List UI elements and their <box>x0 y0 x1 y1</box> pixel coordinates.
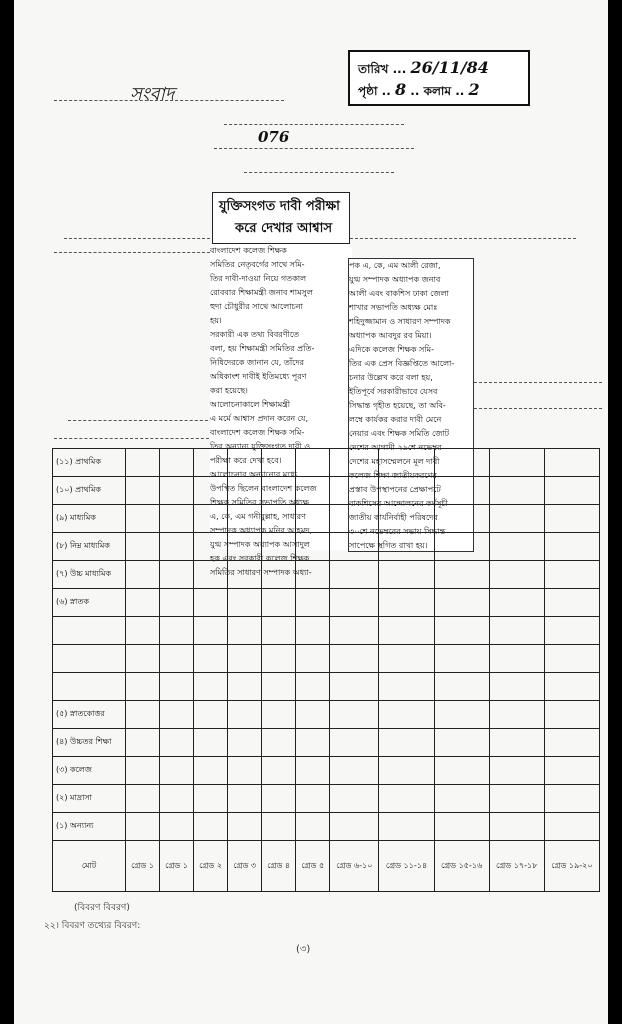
clipping-line: কলেজ শিক্ষা জাতীয়করণের <box>349 471 437 480</box>
table-cell <box>228 757 262 785</box>
footer-grade-cell: গ্রেড ৫ <box>296 841 330 892</box>
table-cell <box>126 729 160 757</box>
table-cell <box>544 589 599 617</box>
clipping-line: অধিকাংশ দাবীই ইতিমধ্যে পূরণ <box>210 372 307 381</box>
footer-total-label: মোট <box>53 841 126 892</box>
table-cell <box>262 757 296 785</box>
clipping-line: ৩০শে নভেম্বরের সভায় সিদ্ধান্ত <box>349 527 446 536</box>
table-cell <box>228 533 262 561</box>
stamp-column-label: কলাম <box>423 84 452 98</box>
table-cell <box>296 617 330 645</box>
table-cell <box>330 533 379 561</box>
table-cell <box>228 645 262 673</box>
clipping-line: সমিতির সাধারণ সম্পাদক অধ্যা- <box>210 568 312 577</box>
row-label: (৩) কলেজ <box>53 757 126 785</box>
row-label <box>53 645 126 673</box>
table-cell <box>126 505 160 533</box>
footer-grade-cell: গ্রেড ১৯-২০ <box>544 841 599 892</box>
table-cell <box>262 645 296 673</box>
table-cell <box>330 505 379 533</box>
table-cell <box>126 785 160 813</box>
table-cell <box>330 785 379 813</box>
table-cell <box>228 813 262 841</box>
footer-note-2: ২২। বিবরণ তথ্যের বিবরণ: <box>44 921 141 931</box>
table-cell <box>330 813 379 841</box>
clipping-line: শহিদুজ্জামান ও সাধারণ সম্পাদক <box>349 317 451 326</box>
table-cell <box>194 533 228 561</box>
clipping-line: রোববার শিক্ষামন্ত্রী জনাব শামসুল <box>210 288 313 297</box>
table-cell <box>434 757 489 785</box>
table-cell <box>296 561 330 589</box>
table-cell <box>379 617 434 645</box>
table-cell <box>434 729 489 757</box>
table-cell <box>126 449 160 477</box>
table-cell <box>434 589 489 617</box>
clipping-line: সম্পাদক অধ্যাপক মনির আহমদ, <box>210 526 313 535</box>
clipping-line: লম্বে কার্যকর করার দাবী মেনে <box>349 415 442 424</box>
table-cell <box>296 673 330 701</box>
footer-grade-cell: গ্রেড ১ <box>160 841 194 892</box>
clipping-line: পরীক্ষা করে দেখা হবে। <box>210 456 282 465</box>
footer-grade-cell: গ্রেড ১৭-১৮ <box>489 841 544 892</box>
page-number: (৩) <box>296 944 311 955</box>
table-cell <box>262 673 296 701</box>
date-stamp: তারিখ ... 26/11/84 পৃষ্ঠা .. 8 .. কলাম .. 2 <box>348 50 530 106</box>
clipping-line: করা হয়েছে। <box>210 386 248 395</box>
clipping-line: চনার উল্লেখ করে বলা হয়, <box>349 373 433 382</box>
table-cell <box>434 533 489 561</box>
table-cell <box>262 533 296 561</box>
table-cell <box>379 561 434 589</box>
clipping-line: পক এ, কে, এম আলী রেজা, <box>349 261 441 270</box>
clipping-line: শাখার সভাপতি অধ্যক্ষ মোঃ <box>349 303 438 312</box>
table-cell <box>379 589 434 617</box>
stamp-column-value: 2 <box>468 80 480 99</box>
stamp-date-label: তারিখ <box>358 62 389 76</box>
table-row <box>53 645 600 673</box>
clipping-line: অধ্যাপক আবদুর রব মিয়া। <box>349 331 432 340</box>
table-cell <box>228 561 262 589</box>
table-cell <box>160 673 194 701</box>
footer-grade-cell: গ্রেড ৪ <box>262 841 296 892</box>
table-cell <box>489 701 544 729</box>
table-cell <box>434 477 489 505</box>
page-mark-handwritten: 076 <box>258 128 290 146</box>
stamp-date-value: 26/11/84 <box>410 58 489 77</box>
table-cell <box>194 449 228 477</box>
table-row <box>53 617 600 645</box>
table-cell <box>489 729 544 757</box>
table-cell <box>228 673 262 701</box>
clipping-line: শিক্ষক সমিতির সভাপতি অধ্যক্ষ <box>210 498 309 507</box>
table-cell <box>160 701 194 729</box>
table-cell <box>544 673 599 701</box>
table-cell <box>228 617 262 645</box>
table-cell <box>434 617 489 645</box>
table-cell <box>330 701 379 729</box>
table-cell <box>160 813 194 841</box>
table-cell <box>228 701 262 729</box>
clipping-line: বাকশিসের আন্দোলনের কর্মসূচী <box>349 499 448 508</box>
clipping-line: আলোচনাকালে শিক্ষামন্ত্রী <box>210 400 290 409</box>
table-cell <box>296 729 330 757</box>
table-cell <box>379 533 434 561</box>
newspaper-name-handwritten: সংবাদ <box>130 84 175 105</box>
clipping-line: দেশের আগামী ২৯শে নভেম্বর <box>349 443 442 452</box>
table-cell <box>489 617 544 645</box>
table-cell <box>296 757 330 785</box>
table-cell <box>296 813 330 841</box>
faint-line <box>54 438 214 439</box>
clipping-line: উপস্থিত ছিলেন বাংলাদেশ কলেজ <box>210 484 317 493</box>
table-cell <box>434 645 489 673</box>
table-cell <box>434 505 489 533</box>
row-label: (১) অন্যান্য <box>53 813 126 841</box>
row-label: (৯) মাধ্যমিক <box>53 505 126 533</box>
footer-grade-cell: গ্রেড ১১-১৪ <box>379 841 434 892</box>
table-cell <box>544 561 599 589</box>
table-cell <box>126 477 160 505</box>
clipping-line: সমিতির নেতৃবর্গের সাথে সমি- <box>210 260 305 269</box>
table-cell <box>194 673 228 701</box>
table-cell <box>379 701 434 729</box>
table-cell <box>228 449 262 477</box>
clipping-line: যুগ্ম সম্পাদক অধ্যাপক আসাদুল <box>210 540 310 549</box>
table-cell <box>489 561 544 589</box>
table-cell <box>160 449 194 477</box>
footer-grade-cell: গ্রেড ১৫-১৬ <box>434 841 489 892</box>
table-row <box>53 505 600 533</box>
table-cell <box>296 533 330 561</box>
table-row <box>53 785 600 813</box>
table-cell <box>434 673 489 701</box>
clipping-line: বাংলাদেশ কলেজ শিক্ষক <box>210 246 287 255</box>
table-row <box>53 757 600 785</box>
clipping-line: সরকারী এক তথ্য বিবরণীতে <box>210 330 300 339</box>
table-cell <box>262 813 296 841</box>
clipping-line: জাতীয় কার্যনির্বাহী পরিষদের <box>349 513 438 522</box>
table-cell <box>126 561 160 589</box>
faint-line <box>54 100 284 101</box>
table-cell <box>194 645 228 673</box>
table-cell <box>262 449 296 477</box>
clipping-line: তির এক প্রেস বিজ্ঞপ্তিতে আলো- <box>349 359 455 368</box>
row-label: (৭) উচ্চ মাধ্যমিক <box>53 561 126 589</box>
table-cell <box>262 701 296 729</box>
clipping-line: সিদ্ধান্ত গৃহীত হয়েছে, তা অবি- <box>349 401 446 410</box>
clipping-line: হক এবং সরকারী কলেজ শিক্ষক <box>210 554 310 563</box>
table-cell <box>434 701 489 729</box>
table-cell <box>330 477 379 505</box>
table-row <box>53 701 600 729</box>
table-cell <box>126 813 160 841</box>
table-cell <box>489 813 544 841</box>
data-table <box>52 448 600 892</box>
footer-grade-cell: গ্রেড ১ <box>126 841 160 892</box>
table-cell <box>330 617 379 645</box>
table-cell <box>489 673 544 701</box>
stamp-page-value: 8 <box>394 80 407 99</box>
table-cell <box>379 645 434 673</box>
table-cell <box>379 757 434 785</box>
table-cell <box>126 533 160 561</box>
table-cell <box>228 505 262 533</box>
table-cell <box>330 449 379 477</box>
table-cell <box>296 645 330 673</box>
table-cell <box>330 757 379 785</box>
clipping-line: আলী এবং বাকশিস ঢাকা জেলা <box>349 289 449 298</box>
table-cell <box>544 477 599 505</box>
table-cell <box>296 701 330 729</box>
faint-line <box>68 420 218 421</box>
clipping-line: নেয়ার এবং শিক্ষক সমিতি জোট <box>349 429 450 438</box>
clipping-line: এদিকে কলেজ শিক্ষক সমি- <box>349 345 434 354</box>
table-cell <box>379 813 434 841</box>
table-cell <box>544 617 599 645</box>
table-cell <box>544 645 599 673</box>
table-cell <box>160 645 194 673</box>
table-cell <box>194 561 228 589</box>
table-cell <box>489 757 544 785</box>
clipping-line: তির দাবী-দাওয়া নিয়ে গতকাল <box>210 274 307 283</box>
table-cell <box>160 477 194 505</box>
faint-line <box>214 148 414 149</box>
table-cell <box>194 813 228 841</box>
footer-grade-cell: গ্রেড ২ <box>194 841 228 892</box>
table-cell <box>160 729 194 757</box>
clipping-line: হুদা চৌধুরীর সাথে আলোচনা <box>210 302 303 311</box>
table-row <box>53 813 600 841</box>
table-cell <box>194 757 228 785</box>
table-row <box>53 533 600 561</box>
clipping-line: আলোচনার অন্যান্যের মধ্যে <box>210 470 298 479</box>
table-cell <box>160 589 194 617</box>
headline-line-2: করে দেখার আশ্বাস <box>235 221 333 236</box>
faint-line <box>54 252 210 253</box>
table-cell <box>296 449 330 477</box>
row-label: (৬) স্নাতক <box>53 589 126 617</box>
table-cell <box>228 477 262 505</box>
table-cell <box>194 701 228 729</box>
row-label: (২) মাদ্রাসা <box>53 785 126 813</box>
table-cell <box>489 645 544 673</box>
table-cell <box>330 561 379 589</box>
row-label: (৫) স্নাতকোত্তর <box>53 701 126 729</box>
table-cell <box>544 533 599 561</box>
table-cell <box>262 785 296 813</box>
table-cell <box>544 505 599 533</box>
table-cell <box>296 477 330 505</box>
row-label: (৪) উচ্চতর শিক্ষা <box>53 729 126 757</box>
table-cell <box>544 449 599 477</box>
table-cell <box>330 673 379 701</box>
document-page <box>14 0 608 1024</box>
stamp-page-label: পৃষ্ঠা <box>358 84 378 98</box>
clipping-line: নিধিদেরকে জানান যে, তাঁদের <box>210 358 304 367</box>
table-row <box>53 589 600 617</box>
table-cell <box>489 449 544 477</box>
table-cell <box>489 589 544 617</box>
table-cell <box>160 505 194 533</box>
faint-line <box>224 124 404 125</box>
faint-line <box>350 238 576 239</box>
table-cell <box>228 785 262 813</box>
table-cell <box>434 561 489 589</box>
table-cell <box>126 673 160 701</box>
table-cell <box>296 589 330 617</box>
table-cell <box>262 477 296 505</box>
table-cell <box>160 617 194 645</box>
row-label: (১১) প্রাথমিক <box>53 449 126 477</box>
clipping-line: প্রস্তাব উপস্থাপনের প্রেক্ষাপটে <box>349 485 441 494</box>
table-cell <box>194 729 228 757</box>
table-cell <box>160 561 194 589</box>
table-cell <box>544 813 599 841</box>
footer-grade-cell: গ্রেড ৬-১০ <box>330 841 379 892</box>
table-cell <box>126 645 160 673</box>
faint-line <box>244 172 394 173</box>
clipping-line: এ মর্মে আশ্বাস প্রদান করেন যে, <box>210 414 309 423</box>
clipping-line: বাংলাদেশ কলেজ শিক্ষক সমি- <box>210 428 305 437</box>
row-label: (১০) প্রাথমিক <box>53 477 126 505</box>
table-row <box>53 561 600 589</box>
table-cell <box>489 785 544 813</box>
table-row <box>53 729 600 757</box>
table-cell <box>194 785 228 813</box>
table-cell <box>544 729 599 757</box>
table-cell <box>489 533 544 561</box>
table-cell <box>379 449 434 477</box>
table-cell <box>194 589 228 617</box>
table-cell <box>262 561 296 589</box>
table-cell <box>489 505 544 533</box>
table-cell <box>228 589 262 617</box>
clipping-line: যুগ্ম সম্পাদক অধ্যাপক জনাব <box>349 275 441 284</box>
table-cell <box>379 673 434 701</box>
table-cell <box>160 757 194 785</box>
table-cell <box>379 505 434 533</box>
table-cell <box>160 533 194 561</box>
table-cell <box>160 785 194 813</box>
faint-line <box>64 238 210 239</box>
table-cell <box>262 505 296 533</box>
table-cell <box>262 617 296 645</box>
footer-note-1: (বিবরণ বিবরণ) <box>74 903 130 913</box>
table-cell <box>434 785 489 813</box>
footer-grade-cell: গ্রেড ৩ <box>228 841 262 892</box>
table-row <box>53 673 600 701</box>
table-cell <box>126 757 160 785</box>
table-cell <box>194 477 228 505</box>
table-cell <box>330 589 379 617</box>
table-footer-row <box>53 841 600 892</box>
clipping-line: ইতিপূর্বে সরকারীভাবে যেসব <box>349 387 438 396</box>
table-cell <box>262 729 296 757</box>
table-cell <box>330 729 379 757</box>
clipping-line: এ, কে, এম গনীবুল্লাহ, সাধারণ <box>210 512 306 521</box>
table-cell <box>126 701 160 729</box>
clipping-line: দেশের মহাসম্মেলনে মূল দাবী <box>349 457 440 466</box>
row-label <box>53 617 126 645</box>
clipping-headline <box>212 192 350 244</box>
table-cell <box>330 645 379 673</box>
row-label: (৮) নিম্ন মাধ্যমিক <box>53 533 126 561</box>
table-cell <box>126 617 160 645</box>
table-row <box>53 477 600 505</box>
table-cell <box>544 757 599 785</box>
table-cell <box>379 477 434 505</box>
table-cell <box>379 785 434 813</box>
table-cell <box>434 449 489 477</box>
table-cell <box>296 785 330 813</box>
table-cell <box>489 477 544 505</box>
table-cell <box>379 729 434 757</box>
clipping-line: তির অন্যান্য যুক্তিসংগত দাবী ও <box>210 442 311 451</box>
table-cell <box>194 505 228 533</box>
clipping-line: বলা, হয় শিক্ষামন্ত্রী সমিতির প্রতি- <box>210 344 315 353</box>
table-cell <box>544 785 599 813</box>
headline-line-1: যুক্তিসংগত দাবী পরীক্ষা <box>219 199 340 214</box>
row-label <box>53 673 126 701</box>
table-cell <box>228 729 262 757</box>
table-cell <box>434 813 489 841</box>
table-cell <box>262 589 296 617</box>
table-cell <box>194 617 228 645</box>
table-cell <box>126 589 160 617</box>
table-cell <box>544 701 599 729</box>
clipping-line: সাপেক্ষে স্থগিত রাখা হয়। <box>349 541 428 550</box>
table-cell <box>296 505 330 533</box>
table-row <box>53 449 600 477</box>
clipping-line: হয়। <box>210 316 222 325</box>
